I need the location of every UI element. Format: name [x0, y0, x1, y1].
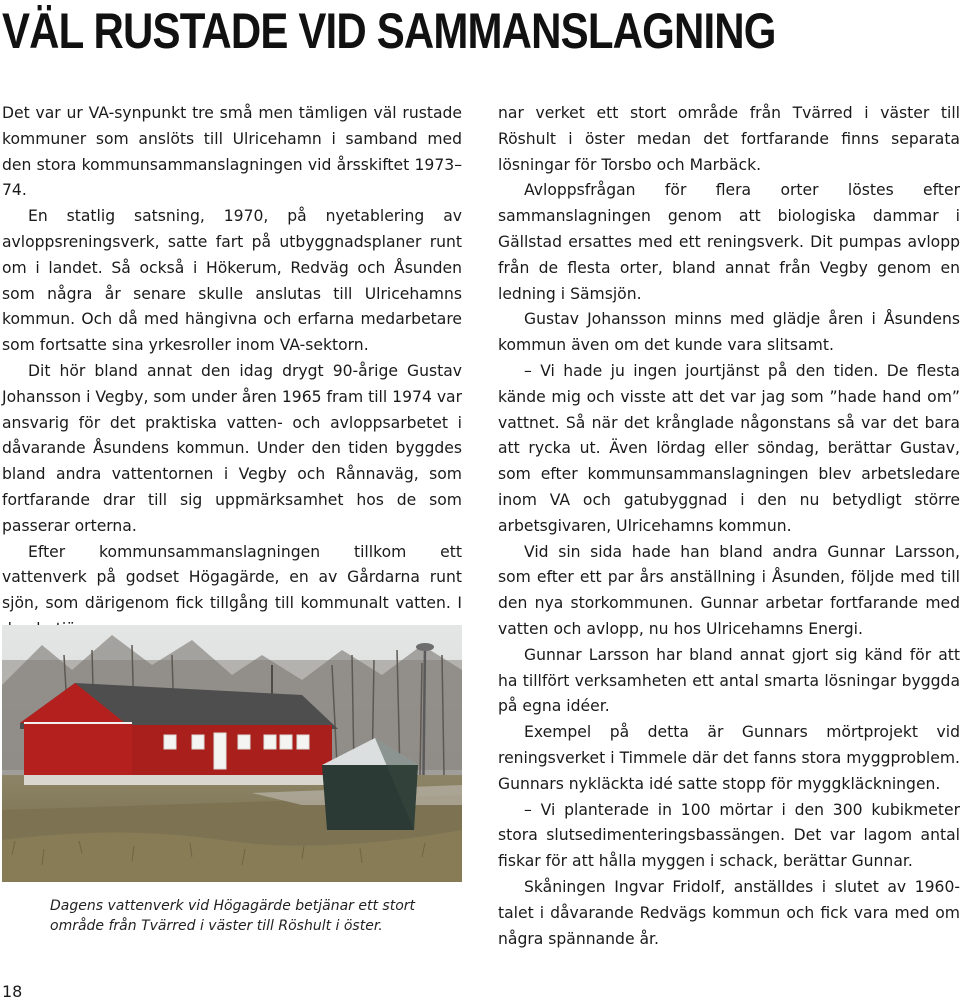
photo-caption: Dagens vattenverk vid Högagärde betjänar ett stort område från Tvärred i väster till Röshult i öster.	[50, 898, 416, 934]
page-number: 18	[2, 982, 23, 1001]
paragraph: Gustav Johansson minns med glädje åren i Åsundens kommun även om det kunde vara slitsamt.	[498, 310, 960, 355]
red-house	[20, 683, 338, 785]
article-headline: VÄL RUSTADE VID SAMMANSLAGNING	[2, 3, 776, 59]
paragraph: – Vi hade ju ingen jourtjänst på den tiden. De flesta kände mig och visste att det var jag som ”hade hand om” vattnet. Så när det krånglade någonstans så var det bara att rycka ut. Även lördag eller söndag, berättar Gustav, som efter kommunsammanslagningen blev arbetsledare inom VA och gatubyggnad i den nu betydligt större arbetsgivaren, Ulricehamns kommun.	[498, 361, 960, 535]
paragraph: Efter kommunsammanslagningen tillkom ett vattenverk på godset Högagärde, en av Gårdarna runt sjön, som därigenom fick tillgång till kommunalt vatten. I	[2, 542, 462, 613]
paragraph: Dit hör bland annat den idag drygt 90-årige Gustav Johansson i Vegby, som under åren 1965 fram till 1974 var ansvarig för det praktiska vatten- och avloppsarbetet i dåvarande Åsundens kommun. Under den tiden byggdes bland andra vattentornen i Vegby och Rånnaväg, som fortfarande drar till sig uppmärksamhet hos de som passerar orterna.	[2, 361, 463, 535]
paragraph: Skåningen Ingvar Fridolf, anställdes i slutet av 1960-talet i dåvarande Redvägs kommun och fick vara med om några spännande år.	[498, 877, 960, 948]
paragraph: Vid sin sida hade han bland andra Gunnar Larsson, som efter ett par års anställning i Åsunden, följde med till den nya storkommunen. Gunnar arbetar fortfarande med vatten och avlopp, nu hos Ulricehamns Energi.	[498, 542, 960, 638]
waterworks-photo	[2, 625, 462, 882]
paragraph: Avloppsfrågan för flera orter löstes efter sammanslagningen genom att biologiska dammar i Gällstad ersattes med ett reningsverk. Dit pumpas avlopp från de flesta orter, bland annat från Vegby genom en ledning i Sämsjön.	[498, 181, 960, 303]
paragraph: nar verket ett stort område från Tvärred i väster till Röshult i öster medan det fortfarande finns separata lösningar för Torsbo och Marbäck.	[498, 104, 960, 174]
paragraph: Gunnar Larsson har bland annat gjort sig känd för att ha tillfört verksamheten ett antal smarta lösningar byggda på egna idéer.	[498, 645, 960, 716]
left-text-column	[2, 101, 462, 643]
right-text-column	[498, 101, 960, 952]
paragraph: Det var ur VA-synpunkt tre små men tämligen väl rustade kommuner som anslöts till Ulricehamn i samband med den stora kommunsammanslagningen vid årsskiftet 1973–74.	[2, 104, 462, 200]
paragraph: En statlig satsning, 1970, på nyetablering av avloppsreningsverk, satte fart på utbyggnadsplaner runt om i landet. Så också i Hökerum, Redväg och Åsunden som några år senare skulle anslutas till Ulricehamns kommun. Och då med hängivna och erfarna medarbetare som fortsatte sina yrkesroller inom VA-sektorn.	[2, 207, 462, 355]
paragraph: Exempel på detta är Gunnars mörtprojekt vid reningsverket i Timmele där det fanns stora myggproblem. Gunnars nykläckta idé satte stopp för myggkläckningen.	[498, 723, 960, 793]
paragraph: – Vi planterade in 100 mörtar i den 300 kubikmeter stora slutsedimenteringsbassängen. Det var lagom antal fiskar för att hålla myggen i schack, berättar Gunnar.	[498, 800, 960, 871]
